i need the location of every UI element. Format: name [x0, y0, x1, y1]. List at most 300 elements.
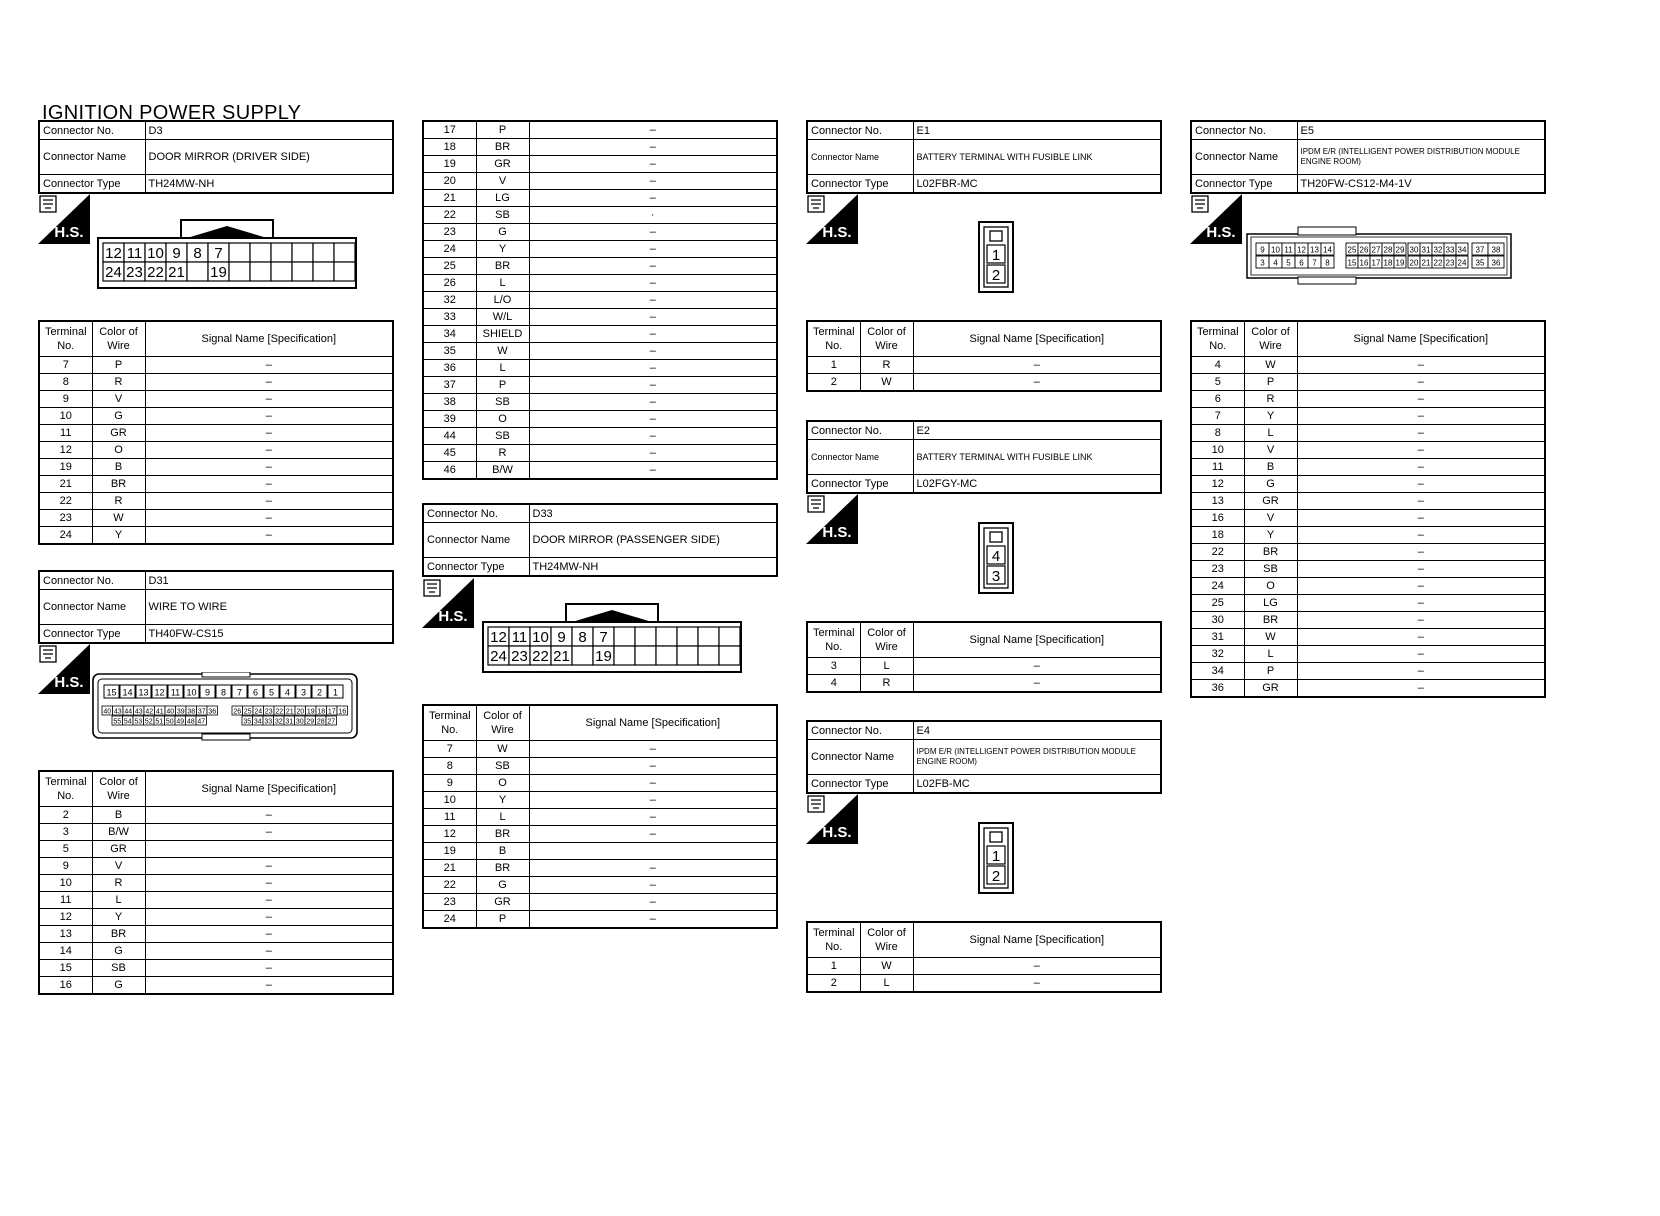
color-of-wire-header: Color of Wire	[1244, 321, 1297, 357]
terminal-no-cell: 22	[423, 207, 476, 224]
wire-color-cell: B	[92, 807, 145, 824]
table-row	[1191, 629, 1545, 646]
terminal-no-cell: 10	[39, 875, 92, 892]
connector-name-value: IPDM E/R (INTELLIGENT POWER DISTRIBUTION MODULE ENGINE ROOM)	[913, 740, 1161, 775]
connector-pin-label: 31	[285, 718, 294, 726]
connector-pin-label: 21	[553, 648, 570, 665]
wire-color-cell: L	[476, 360, 529, 377]
label-connector-type: Connector Type	[807, 475, 913, 494]
wire-color-cell: P	[1244, 374, 1297, 391]
table-row	[39, 493, 393, 510]
connector-pin-label: 24	[490, 648, 507, 665]
connector-pin-label: 43	[113, 708, 122, 716]
terminal-no-cell: 21	[423, 860, 476, 877]
signal-name-cell: –	[529, 309, 777, 326]
connector-pin-label: 20	[296, 708, 305, 716]
table-row	[807, 975, 1161, 993]
connector-e2-header	[806, 420, 1162, 494]
connector-d31-pin-table	[38, 770, 394, 995]
connector-pin-label: 19	[306, 708, 315, 716]
hs-connector-icon	[806, 194, 858, 244]
connector-pin-label: 18	[1383, 258, 1393, 268]
wire-color-cell: GR	[1244, 493, 1297, 510]
label-connector-no: Connector No.	[807, 121, 913, 140]
signal-name-cell: –	[913, 658, 1161, 675]
table-row	[423, 860, 777, 877]
connector-pin-label: 15	[1347, 258, 1357, 268]
connector-pin-label: 7	[214, 245, 223, 262]
wire-color-cell: P	[476, 121, 529, 139]
terminal-no-cell: 24	[1191, 578, 1244, 595]
connector-pin-label: 12	[1297, 245, 1306, 255]
connector-no-value: D31	[145, 571, 393, 590]
terminal-no-cell: 10	[423, 792, 476, 809]
table-row	[1191, 578, 1545, 595]
connector-pin-label: 10	[147, 245, 164, 262]
signal-name-cell: –	[529, 445, 777, 462]
wire-color-cell: SB	[476, 758, 529, 775]
wire-color-cell: L	[1244, 425, 1297, 442]
terminal-no-cell: 18	[1191, 527, 1244, 544]
signal-name-cell: –	[145, 476, 393, 493]
terminal-no-cell: 21	[423, 190, 476, 207]
connector-pin-label: 18	[317, 708, 326, 716]
connector-d31-pin-table-continued	[422, 120, 778, 480]
connector-name-value: BATTERY TERMINAL WITH FUSIBLE LINK	[913, 440, 1161, 475]
terminal-no-cell: 13	[39, 926, 92, 943]
connector-pin-label: 9	[172, 245, 181, 262]
connector-pin-label: 48	[186, 718, 195, 726]
terminal-no-cell: 36	[423, 360, 476, 377]
wire-color-cell: V	[1244, 510, 1297, 527]
connector-pin-label: 33	[264, 718, 273, 726]
wire-color-cell: O	[476, 411, 529, 428]
wire-color-cell: SB	[92, 960, 145, 977]
connector-pin-label: 30	[1409, 245, 1419, 255]
connector-pin-label: 37	[1475, 245, 1485, 255]
terminal-no-header: Terminal No.	[423, 705, 476, 741]
table-row	[423, 156, 777, 173]
signal-name-cell: –	[145, 909, 393, 926]
connector-pin-label: 1	[991, 848, 1001, 865]
connector-pin-label: 12	[154, 687, 165, 698]
terminal-no-header: Terminal No.	[807, 622, 860, 658]
terminal-no-cell: 24	[423, 911, 476, 929]
wire-color-cell: L	[92, 892, 145, 909]
signal-name-cell: –	[1297, 561, 1545, 578]
terminal-no-cell: 34	[423, 326, 476, 343]
connector-pin-label: 42	[145, 708, 154, 716]
signal-name-cell: –	[1297, 493, 1545, 510]
wire-color-cell: R	[1244, 391, 1297, 408]
signal-name-cell: –	[529, 411, 777, 428]
table-row	[39, 476, 393, 493]
table-row	[1191, 459, 1545, 476]
connector-pin-label: 37	[197, 708, 206, 716]
table-row	[1191, 442, 1545, 459]
table-row	[807, 658, 1161, 675]
signal-name-cell: –	[529, 224, 777, 241]
connector-pin-label: 26	[1359, 245, 1369, 255]
wire-color-cell: Y	[476, 792, 529, 809]
connector-pin-label: 5	[1286, 258, 1291, 268]
wire-color-cell: Y	[1244, 408, 1297, 425]
wire-color-cell: R	[92, 875, 145, 892]
terminal-no-cell: 5	[1191, 374, 1244, 391]
table-row	[1191, 544, 1545, 561]
wire-color-cell: R	[92, 374, 145, 391]
signal-name-cell: –	[529, 360, 777, 377]
connector-pin-label: 35	[1475, 258, 1485, 268]
connector-pin-label: 41	[155, 708, 164, 716]
connector-pin-label: 11	[126, 245, 143, 262]
signal-name-cell: –	[1297, 612, 1545, 629]
table-row	[39, 459, 393, 476]
page-title: IGNITION POWER SUPPLY	[42, 102, 302, 124]
terminal-no-cell: 31	[1191, 629, 1244, 646]
table-row	[423, 445, 777, 462]
terminal-no-cell: 19	[423, 156, 476, 173]
connector-pin-label: 30	[295, 718, 304, 726]
label-connector-type: Connector Type	[423, 558, 529, 577]
signal-name-cell: –	[1297, 374, 1545, 391]
terminal-no-cell: 8	[1191, 425, 1244, 442]
signal-name-cell: –	[1297, 459, 1545, 476]
table-row	[1191, 595, 1545, 612]
terminal-no-cell: 11	[39, 892, 92, 909]
connector-pin-label: 17	[1371, 258, 1381, 268]
signal-name-cell: –	[145, 408, 393, 425]
connector-d3-pin-table	[38, 320, 394, 545]
signal-name-cell: –	[145, 510, 393, 527]
signal-name-cell: –	[1297, 425, 1545, 442]
terminal-no-cell: 11	[423, 809, 476, 826]
table-row	[1191, 357, 1545, 374]
table-row	[39, 858, 393, 875]
signal-name-cell: –	[1297, 391, 1545, 408]
signal-name-cell: –	[1297, 578, 1545, 595]
terminal-no-cell: 32	[1191, 646, 1244, 663]
connector-pin-label: 21	[168, 264, 185, 281]
table-row	[39, 425, 393, 442]
signal-name-cell: –	[145, 442, 393, 459]
terminal-no-cell: 9	[423, 775, 476, 792]
label-connector-name: Connector Name	[807, 740, 913, 775]
terminal-no-cell: 15	[39, 960, 92, 977]
connector-pin-label: 1	[332, 687, 339, 698]
wire-color-cell: R	[860, 675, 913, 693]
table-row	[39, 909, 393, 926]
terminal-no-cell: 10	[39, 408, 92, 425]
signal-name-cell: –	[529, 173, 777, 190]
connector-e1-header	[806, 120, 1162, 194]
signal-name-header: Signal Name [Specification]	[913, 321, 1161, 357]
signal-name-header: Signal Name [Specification]	[913, 622, 1161, 658]
connector-e5-face	[1246, 226, 1514, 291]
table-row	[39, 943, 393, 960]
table-row	[807, 958, 1161, 975]
signal-name-cell: –	[145, 977, 393, 995]
connector-pin-label: 38	[187, 708, 196, 716]
signal-name-cell: –	[529, 860, 777, 877]
wire-color-cell: L	[860, 975, 913, 993]
signal-name-cell: –	[1297, 527, 1545, 544]
table-row	[423, 139, 777, 156]
terminal-no-cell: 39	[423, 411, 476, 428]
table-row	[423, 911, 777, 929]
label-connector-no: Connector No.	[39, 121, 145, 140]
connector-pin-label: 33	[1445, 245, 1455, 255]
table-row	[39, 510, 393, 527]
hs-label: H.S.	[1206, 224, 1236, 241]
hs-label: H.S.	[438, 608, 468, 625]
signal-name-cell: –	[1297, 680, 1545, 698]
connector-pin-label: 28	[1383, 245, 1393, 255]
label-connector-name: Connector Name	[39, 140, 145, 175]
signal-name-header: Signal Name [Specification]	[145, 771, 393, 807]
wire-color-cell: BR	[476, 860, 529, 877]
connector-pin-label: 22	[275, 708, 284, 716]
signal-name-cell: –	[1297, 476, 1545, 493]
connector-type-value: L02FGY-MC	[913, 475, 1161, 494]
signal-name-cell	[145, 841, 393, 858]
wire-color-cell: V	[92, 858, 145, 875]
connector-pin-label: 10	[532, 629, 549, 646]
connector-d33-header	[422, 503, 778, 577]
hs-connector-icon	[1190, 194, 1242, 244]
wire-color-cell: Y	[1244, 527, 1297, 544]
table-row	[39, 841, 393, 858]
terminal-no-cell: 37	[423, 377, 476, 394]
wire-color-cell: L	[476, 809, 529, 826]
table-row	[807, 675, 1161, 693]
connector-pin-label: 27	[1371, 245, 1381, 255]
terminal-no-header: Terminal No.	[807, 922, 860, 958]
connector-e2-pin-table	[806, 621, 1162, 693]
signal-name-cell: –	[1297, 408, 1545, 425]
wire-color-cell: SB	[476, 207, 529, 224]
terminal-no-cell: 32	[423, 292, 476, 309]
connector-type-value: TH24MW-NH	[529, 558, 777, 577]
wire-color-cell: W	[860, 374, 913, 392]
signal-name-cell: –	[1297, 442, 1545, 459]
wire-color-cell: W	[92, 510, 145, 527]
label-connector-no: Connector No.	[423, 504, 529, 523]
connector-pin-label: 8	[578, 629, 587, 646]
connector-pin-label: 11	[511, 629, 528, 646]
wire-color-cell: R	[860, 357, 913, 374]
terminal-no-cell: 7	[423, 741, 476, 758]
table-row	[1191, 391, 1545, 408]
connector-pin-label: 52	[144, 718, 153, 726]
label-connector-type: Connector Type	[1191, 175, 1297, 194]
terminal-no-header: Terminal No.	[39, 771, 92, 807]
table-row	[1191, 493, 1545, 510]
wire-color-cell: SB	[476, 428, 529, 445]
label-connector-name: Connector Name	[1191, 140, 1297, 175]
wire-color-cell: V	[1244, 442, 1297, 459]
signal-name-cell: –	[529, 792, 777, 809]
signal-name-cell: –	[145, 459, 393, 476]
wire-color-cell: BR	[1244, 612, 1297, 629]
connector-d3-header	[38, 120, 394, 194]
connector-pin-label: 4	[284, 687, 291, 698]
wire-color-cell: L/O	[476, 292, 529, 309]
connector-pin-label: 24	[254, 708, 263, 716]
table-row	[39, 442, 393, 459]
wire-color-cell: G	[92, 408, 145, 425]
wire-color-cell: G	[1244, 476, 1297, 493]
signal-name-cell: –	[1297, 595, 1545, 612]
hs-connector-icon	[806, 494, 858, 544]
label-connector-name: Connector Name	[807, 440, 913, 475]
connector-pin-label: 29	[306, 718, 315, 726]
connector-pin-label: 12	[105, 245, 122, 262]
hs-label: H.S.	[54, 674, 84, 691]
connector-pin-label: 10	[186, 687, 197, 698]
connector-pin-label: 29	[1395, 245, 1405, 255]
wire-color-cell: GR	[476, 156, 529, 173]
wire-color-cell: BR	[92, 926, 145, 943]
signal-name-cell: –	[529, 139, 777, 156]
label-connector-type: Connector Type	[39, 175, 145, 194]
connector-pin-label: 55	[113, 718, 122, 726]
terminal-no-cell: 24	[423, 241, 476, 258]
wire-color-cell: P	[1244, 663, 1297, 680]
connector-pin-label: 27	[327, 718, 336, 726]
terminal-no-cell: 2	[807, 975, 860, 993]
signal-name-header: Signal Name [Specification]	[529, 705, 777, 741]
connector-e1-pin-table	[806, 320, 1162, 392]
connector-d31-header	[38, 570, 394, 644]
connector-pin-label: 26	[233, 708, 242, 716]
connector-no-value: E5	[1297, 121, 1545, 140]
connector-no-value: E1	[913, 121, 1161, 140]
connector-pin-label: 19	[1395, 258, 1405, 268]
connector-name-value: IPDM E/R (INTELLIGENT POWER DISTRIBUTION MODULE ENGINE ROOM)	[1297, 140, 1545, 175]
terminal-no-cell: 19	[423, 843, 476, 860]
connector-d33-face	[482, 602, 744, 679]
terminal-no-header: Terminal No.	[1191, 321, 1244, 357]
signal-name-cell: –	[529, 911, 777, 929]
table-row	[1191, 476, 1545, 493]
connector-pin-label: 20	[1409, 258, 1419, 268]
wire-color-cell: Y	[476, 241, 529, 258]
signal-name-cell: –	[1297, 646, 1545, 663]
table-row	[39, 977, 393, 995]
table-row	[423, 809, 777, 826]
signal-name-cell: –	[145, 943, 393, 960]
connector-pin-label: 44	[124, 708, 133, 716]
terminal-no-cell: 14	[39, 943, 92, 960]
connector-e5-header	[1190, 120, 1546, 194]
table-row	[807, 357, 1161, 374]
table-row	[39, 926, 393, 943]
connector-pin-label: 2	[991, 868, 1001, 885]
table-row	[1191, 510, 1545, 527]
table-row	[423, 775, 777, 792]
connector-pin-label: 6	[1299, 258, 1304, 268]
connector-pin-label: 31	[1421, 245, 1431, 255]
table-row	[1191, 561, 1545, 578]
terminal-no-cell: 33	[423, 309, 476, 326]
table-row	[39, 875, 393, 892]
terminal-no-cell: 26	[423, 275, 476, 292]
hs-connector-icon	[806, 794, 858, 844]
connector-pin-label: 51	[155, 718, 164, 726]
color-of-wire-header: Color of Wire	[860, 321, 913, 357]
signal-name-cell: –	[529, 343, 777, 360]
label-connector-no: Connector No.	[1191, 121, 1297, 140]
wire-color-cell: BR	[1244, 544, 1297, 561]
signal-name-cell: –	[529, 275, 777, 292]
connector-pin-label: 3	[300, 687, 307, 698]
wire-color-cell: W	[1244, 629, 1297, 646]
terminal-no-cell: 1	[807, 357, 860, 374]
terminal-no-cell: 12	[39, 909, 92, 926]
table-row	[39, 960, 393, 977]
label-connector-no: Connector No.	[807, 721, 913, 740]
terminal-no-cell: 2	[39, 807, 92, 824]
color-of-wire-header: Color of Wire	[860, 922, 913, 958]
signal-name-cell: –	[145, 960, 393, 977]
signal-name-cell: –	[1297, 357, 1545, 374]
wire-color-cell: Y	[92, 527, 145, 545]
connector-pin-label: 7	[599, 629, 608, 646]
table-row	[423, 309, 777, 326]
terminal-no-cell: 2	[807, 374, 860, 392]
table-row	[423, 224, 777, 241]
connector-pin-label: 5	[268, 687, 275, 698]
table-row	[39, 357, 393, 374]
signal-name-cell: –	[145, 374, 393, 391]
signal-name-cell: –	[529, 741, 777, 758]
wire-color-cell: L	[860, 658, 913, 675]
connector-pin-label: 9	[557, 629, 566, 646]
terminal-no-cell: 12	[1191, 476, 1244, 493]
wire-color-cell: R	[476, 445, 529, 462]
connector-e5-pin-table	[1190, 320, 1546, 698]
connector-pin-label: 12	[490, 629, 507, 646]
terminal-no-cell: 4	[807, 675, 860, 693]
terminal-no-cell: 24	[39, 527, 92, 545]
wire-color-cell: O	[476, 775, 529, 792]
wire-color-cell: G	[92, 943, 145, 960]
connector-pin-label: 3	[1260, 258, 1265, 268]
connector-pin-label: 22	[147, 264, 164, 281]
connector-pin-label: 53	[134, 718, 143, 726]
connector-pin-label: 7	[1312, 258, 1317, 268]
connector-e1-face	[978, 221, 1016, 298]
wire-color-cell: BR	[476, 258, 529, 275]
connector-pin-label: 25	[243, 708, 252, 716]
signal-name-cell: –	[529, 326, 777, 343]
signal-name-cell: –	[529, 377, 777, 394]
connector-pin-label: 23	[264, 708, 273, 716]
connector-type-value: TH24MW-NH	[145, 175, 393, 194]
label-connector-type: Connector Type	[807, 775, 913, 794]
connector-pin-label: 24	[1457, 258, 1467, 268]
connector-pin-label: 16	[1359, 258, 1369, 268]
terminal-no-cell: 13	[1191, 493, 1244, 510]
wire-color-cell: V	[92, 391, 145, 408]
table-header-row	[423, 705, 777, 741]
table-row	[39, 807, 393, 824]
table-row	[423, 326, 777, 343]
connector-type-value: TH20FW-CS12-M4-1V	[1297, 175, 1545, 194]
terminal-no-cell: 12	[423, 826, 476, 843]
connector-pin-label: 22	[1433, 258, 1443, 268]
